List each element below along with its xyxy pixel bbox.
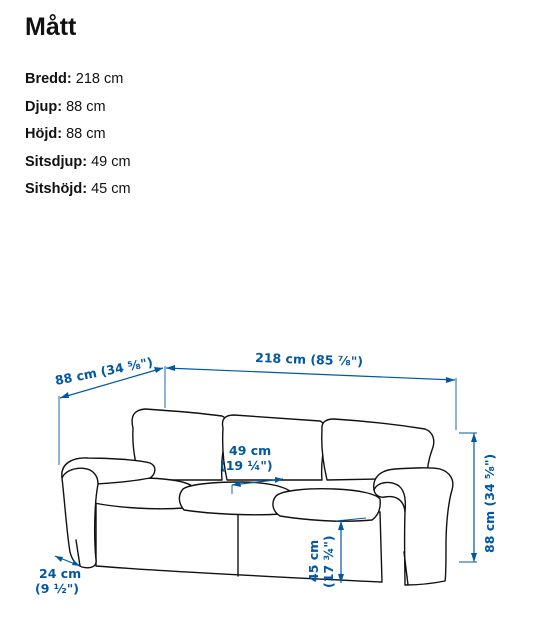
height-label: 88 cm (34 ⁵⁄₈") (482, 453, 497, 553)
height-arrow-top (471, 433, 477, 442)
width-label: 218 cm (85 ⁷⁄₈") (254, 350, 364, 369)
arm-label-in: (9 ½") (35, 581, 79, 596)
sofa-illustration (62, 409, 453, 585)
spec-value: 88 cm (66, 126, 106, 142)
width-arrow-left (166, 365, 175, 371)
height-arrow-bottom (471, 553, 477, 562)
spec-row-seat-depth (25, 149, 131, 177)
spec-label: Sitshöjd: (25, 181, 88, 197)
spec-label: Djup: (25, 98, 63, 115)
spec-label: Höjd: (25, 126, 63, 142)
depth-arrow-right (154, 367, 163, 373)
seat-depth-label-cm: 49 cm (229, 443, 272, 458)
seat-depth-label-in: (19 ¼") (220, 458, 273, 473)
width-dim-line (166, 368, 455, 380)
seat-height-label-in: (17 ¾") (321, 535, 336, 588)
depth-label: 88 cm (34 ⁵⁄₈") (53, 354, 155, 388)
arm-arrow-left (55, 556, 63, 562)
spec-label: Sitsdjup: (25, 153, 88, 170)
spec-row-width (25, 66, 131, 94)
seat-cushion-right (273, 489, 380, 521)
seat-height-label-cm: 45 cm (306, 539, 321, 582)
depth-arrow-left (60, 392, 69, 398)
spec-row-height (25, 121, 131, 149)
spec-value: 88 cm (66, 98, 106, 115)
right-arm (374, 468, 453, 585)
dimension-list (25, 66, 131, 204)
spec-value: 45 cm (91, 181, 131, 197)
spec-row-depth (25, 94, 131, 122)
spec-label: Bredd: (25, 71, 72, 87)
spec-value: 49 cm (91, 153, 131, 170)
spec-value: 218 cm (75, 71, 124, 87)
sofa-dimension-diagram (0, 340, 537, 625)
spec-row-seat-height (25, 176, 131, 204)
arm-label-cm: 24 cm (39, 566, 82, 581)
width-arrow-right (446, 377, 455, 383)
page-title: Mått (25, 13, 77, 41)
